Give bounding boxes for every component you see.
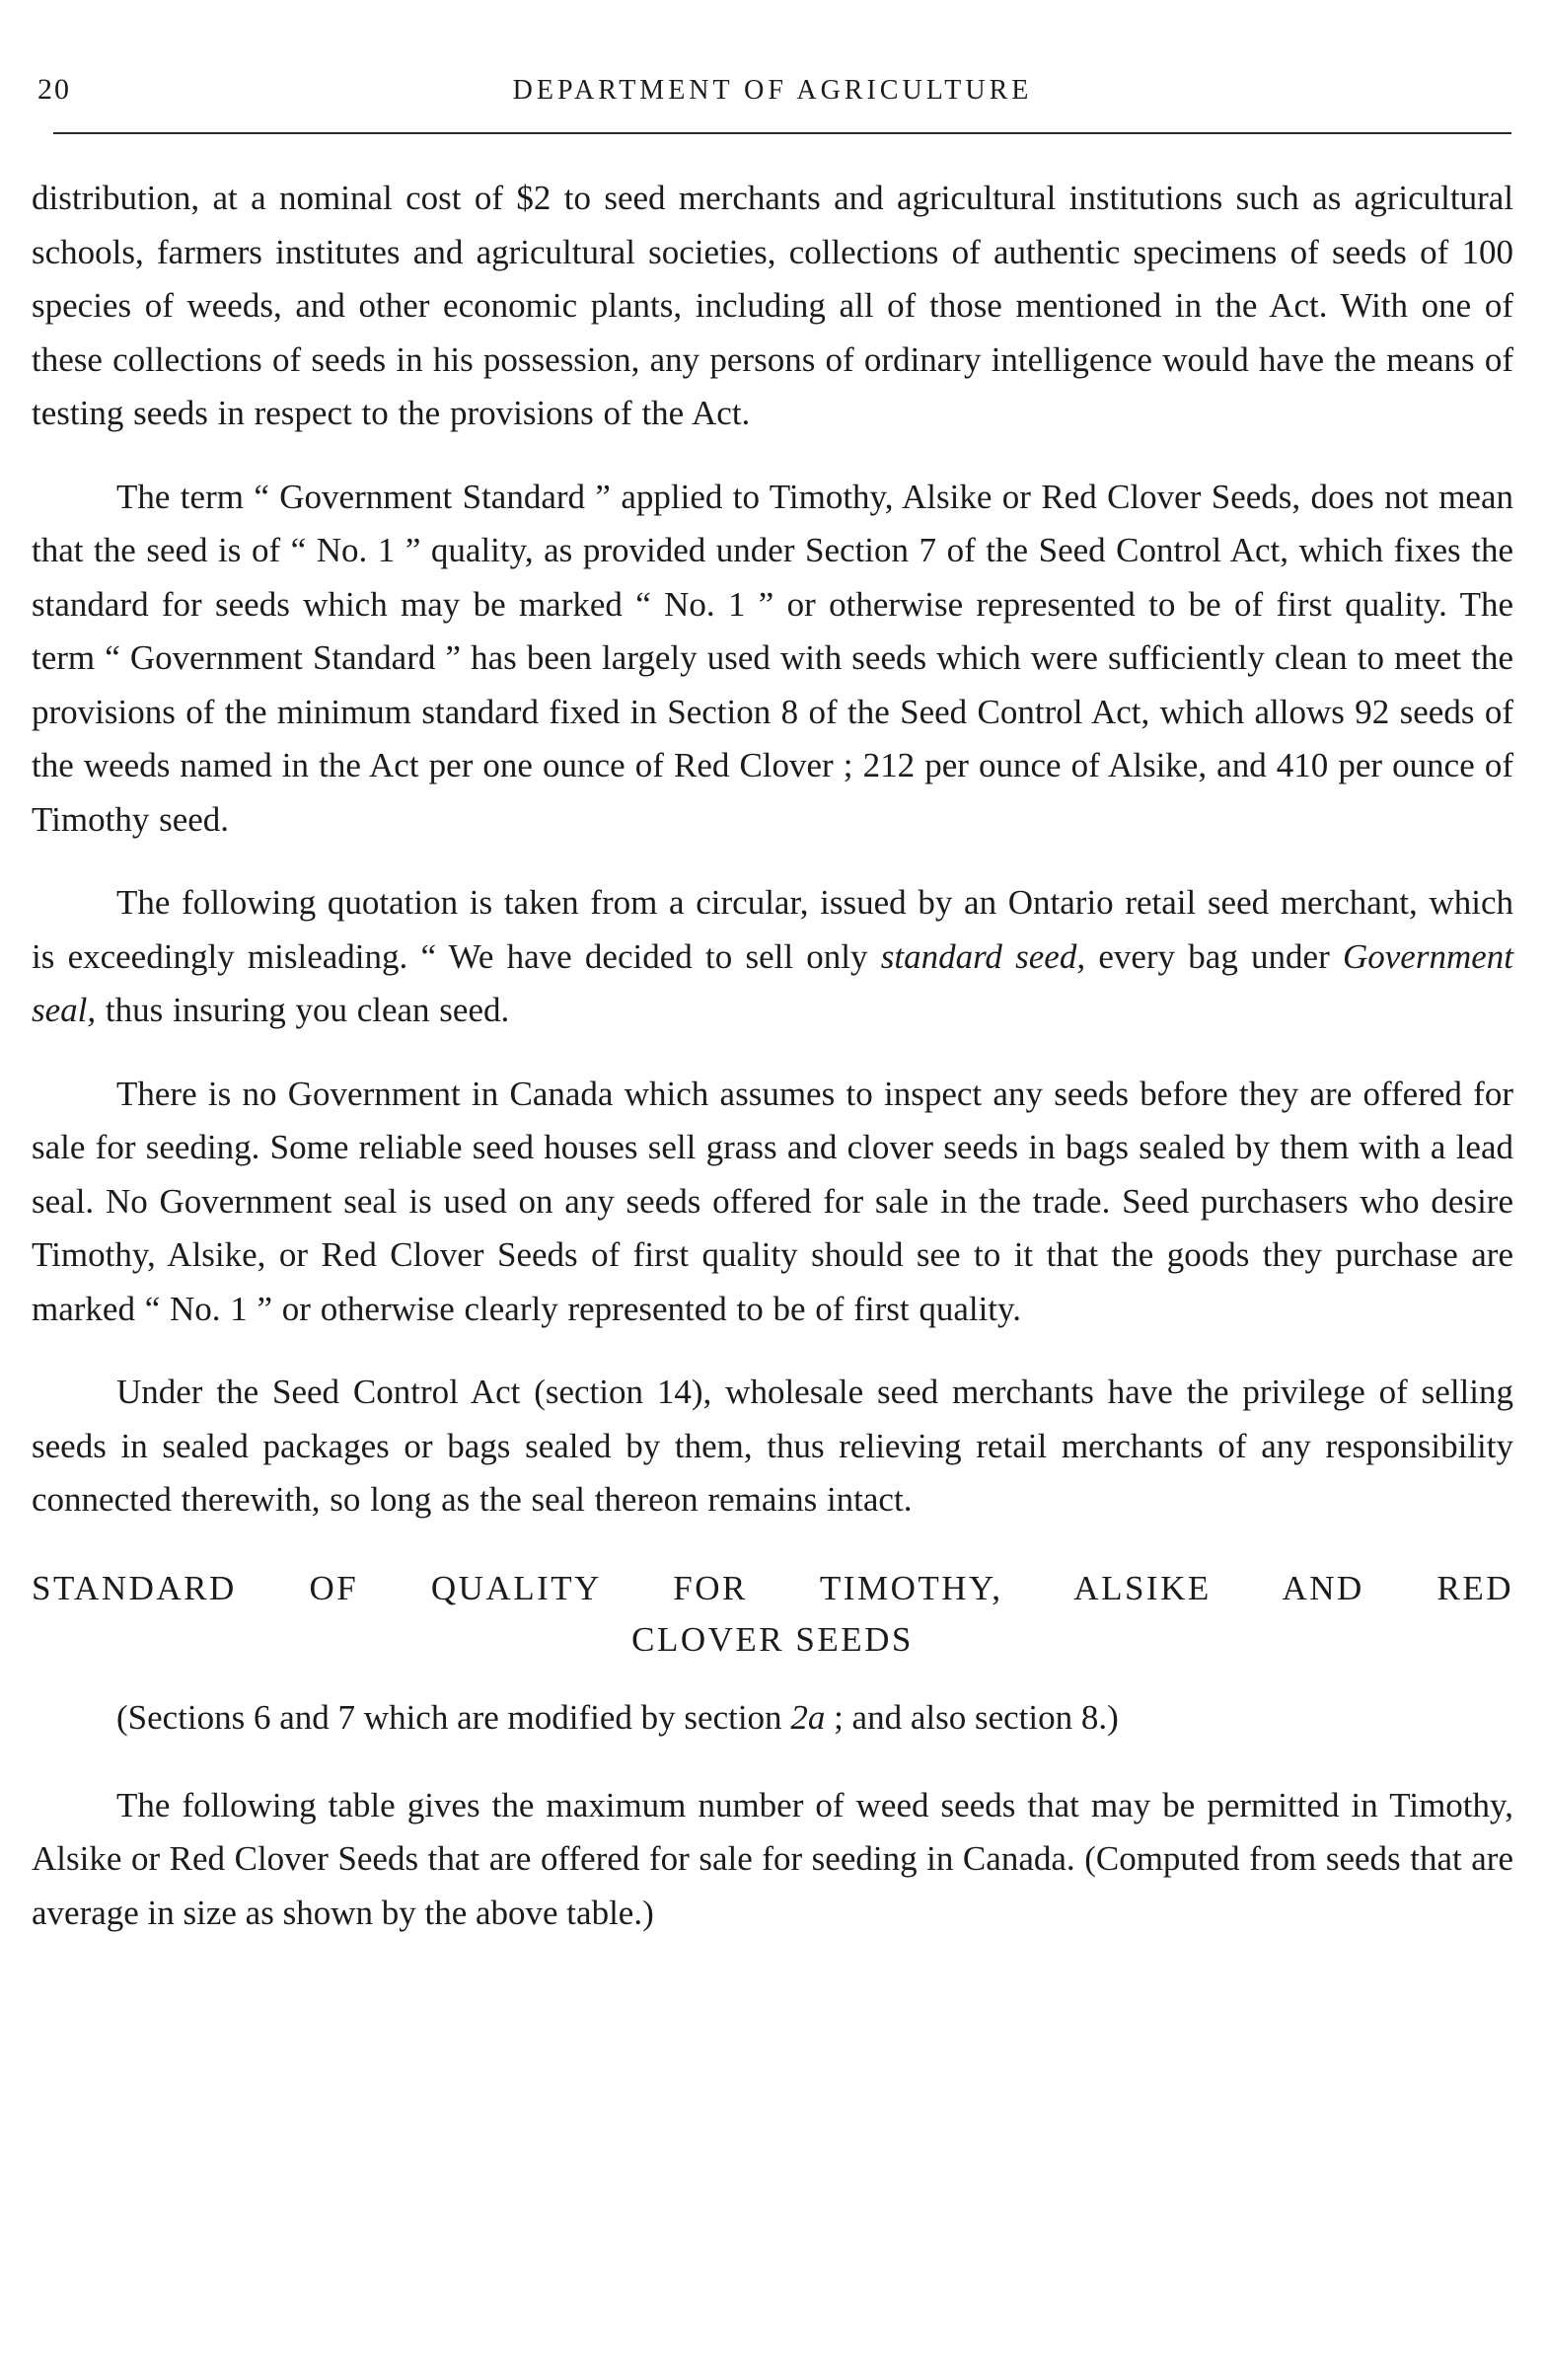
sections-note — [32, 1691, 1513, 1745]
section-heading — [32, 1563, 1513, 1666]
quotation-text-end: thus insuring you clean seed. — [96, 991, 510, 1029]
document-page — [32, 63, 1513, 1974]
header-rule — [53, 132, 1511, 134]
paragraph-no-government-inspection: There is no Government in Canada which assumes to inspect any seeds before they are offered for sale for seeding. Some reliable seed houses sell grass and clover seeds in bags sealed by them with a lead seal. No Government seal is used on any seeds offered for sale in the trade. Seed purchasers who desire Timothy, Alsike, or Red Clover Seeds of first quality should see to it that the goods they purchase are marked “ No. 1 ” or otherwise clearly represented to be of first quality. — [32, 1074, 1513, 1328]
paragraph-sealed-packages: Under the Seed Control Act (section 14), wholesale seed merchants have the privilege of selling seeds in sealed packages or bags sealed by them, thus relieving retail merchants of any responsibility connected therewith, so long as the seal thereon remains intact. — [32, 1373, 1513, 1519]
paragraph-circular-quotation — [32, 876, 1513, 1038]
paragraph-government-standard: The term “ Government Standard ” applied to Timothy, Alsike or Red Clover Seeds, does not mean that the seed is of “ No. 1 ” quality, as provided under Section 7 of the Seed Control Act, which fixes the standard for seeds which may be marked “ No. 1 ” or otherwise represented to be of first quality. The term “ Government Standard ” has been largely used with seeds which were sufficiently clean to meet the provisions of the minimum standard fixed in Section 8 of the Seed Control Act, which allows 92 seeds of the weeds named in the Act per one ounce of Red Clover ; 212 per ounce of Alsike, and 410 per ounce of Timothy seed. — [32, 477, 1513, 839]
quotation-italic-government-seal: Government seal, — [32, 936, 1514, 1029]
sections-note-start: (Sections 6 and 7 which are modified by section — [116, 1697, 791, 1737]
sections-note-italic: 2a — [790, 1697, 826, 1737]
quotation-italic-standard-seed: standard seed, — [880, 936, 1086, 976]
sections-note-end: ; and also section 8.) — [825, 1697, 1119, 1737]
quotation-text-start: The following quotation is taken from a circular, issued by an Ontario retail seed merchant, which is exceedingly misleading. “ We have decided to sell only — [32, 883, 1513, 976]
section-heading-line2: CLOVER SEEDS — [631, 1619, 914, 1659]
paragraph-table-intro: The following table gives the maximum number of weed seeds that may be permitted in Timothy, Alsike or Red Clover Seeds that are offered for sale for seeding in Canada. (Computed from seeds that are average in size as shown by the above table.) — [32, 1785, 1513, 1932]
page-number: 20 — [37, 73, 71, 106]
running-title: DEPARTMENT OF AGRICULTURE — [512, 75, 1033, 106]
quotation-text-middle: every bag under — [1085, 936, 1343, 976]
running-header — [32, 63, 1513, 111]
section-heading-line1: STANDARD OF QUALITY FOR TIMOTHY, ALSIKE AND RED — [32, 1568, 1513, 1607]
paragraph-distribution: distribution, at a nominal cost of $2 to seed merchants and agricultural institutions such as agricultural schools, farmers institutes and agricultural societies, collections of authentic specimens of seeds of 100 species of weeds, and other economic plants, including all of those mentioned in the Act. With one of these collections of seeds in his possession, any persons of ordinary intelligence would have the means of testing seeds in respect to the provisions of the Act. — [32, 179, 1513, 432]
